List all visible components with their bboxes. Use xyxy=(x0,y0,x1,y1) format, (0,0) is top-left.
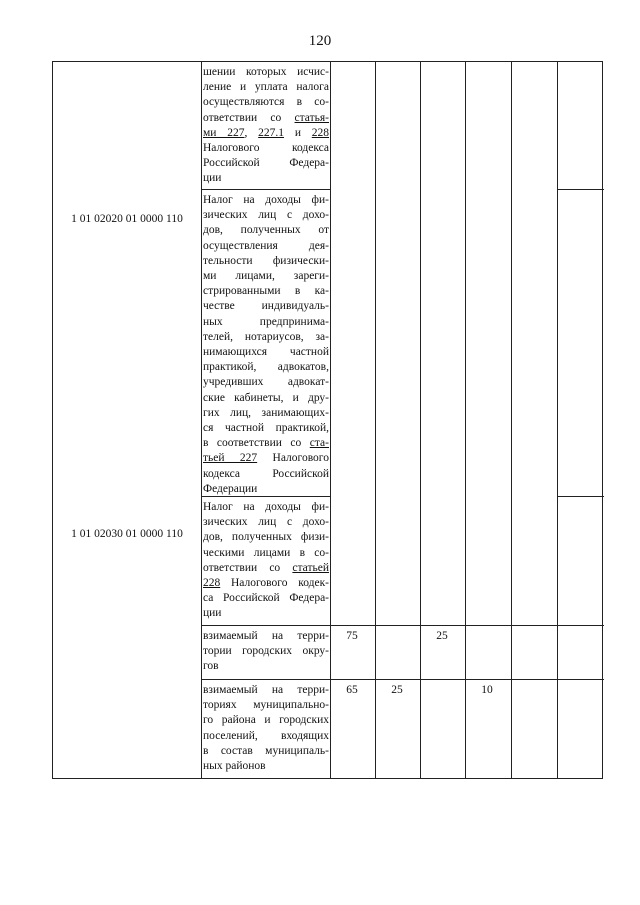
text-fragment: Налог на доходы фи- xyxy=(203,194,329,206)
description-line xyxy=(203,223,329,238)
text-fragment: практикой, адвокатов, xyxy=(203,361,329,374)
text-fragment: шении которых исчис- xyxy=(203,66,329,78)
revenue-distribution-table xyxy=(52,61,603,779)
text-fragment: и xyxy=(284,126,312,139)
text-fragment: дов, полученных физи- xyxy=(203,531,329,544)
row-divider xyxy=(201,679,604,680)
row-divider xyxy=(201,189,330,190)
text-fragment: осуществления дея- xyxy=(203,239,329,252)
description-line xyxy=(203,375,329,390)
description-line xyxy=(203,65,329,80)
description-line xyxy=(203,530,329,545)
text-fragment: нимающихся частной xyxy=(203,346,329,359)
text-fragment: ми лицами, зареги- xyxy=(203,270,329,283)
article-link[interactable]: 228 xyxy=(203,577,221,590)
text-fragment: ление и уплата налога xyxy=(203,81,329,94)
description-line xyxy=(203,171,329,186)
description-line xyxy=(203,95,329,110)
description-line xyxy=(203,141,329,156)
text-fragment: зических лиц с дохо- xyxy=(203,516,329,529)
column-divider xyxy=(330,62,331,778)
description-line xyxy=(203,500,329,515)
text-fragment: учредивших адвокат- xyxy=(203,376,329,389)
description-line xyxy=(203,421,329,436)
text-fragment: ческими лицами в со- xyxy=(203,546,329,559)
description-line xyxy=(203,683,329,698)
text-fragment: кодекса Российской xyxy=(203,467,329,480)
text-fragment: тельности физически- xyxy=(203,254,329,267)
column-divider xyxy=(420,62,421,778)
description-line xyxy=(203,744,329,759)
budget-code: 1 01 02030 01 0000 110 xyxy=(71,528,183,540)
description-line xyxy=(203,156,329,171)
description-line xyxy=(203,436,329,451)
description-line xyxy=(203,406,329,421)
description-line xyxy=(203,111,329,126)
description-line xyxy=(203,606,329,621)
percent-value: 65 xyxy=(346,684,358,696)
text-fragment: ных районов xyxy=(203,760,266,773)
row-divider xyxy=(557,189,604,190)
percent-value: 25 xyxy=(436,630,448,642)
percent-value: 25 xyxy=(391,684,403,696)
description-line xyxy=(203,299,329,314)
description-line xyxy=(203,80,329,95)
description-line xyxy=(203,284,329,299)
description-line xyxy=(203,576,329,591)
text-fragment: поселений, входящих xyxy=(203,729,329,742)
row-divider xyxy=(201,625,604,626)
tax-description xyxy=(203,629,329,675)
text-fragment: взимаемый на терри- xyxy=(203,630,329,642)
description-line xyxy=(203,193,329,208)
text-fragment: ответствии со xyxy=(203,111,295,124)
page-number: 120 xyxy=(308,33,332,49)
text-fragment: Налогового xyxy=(257,452,329,465)
description-line xyxy=(203,451,329,466)
text-fragment: осуществляются в со- xyxy=(203,96,329,109)
description-line xyxy=(203,360,329,375)
article-link[interactable]: ми 227 xyxy=(203,126,245,139)
description-line xyxy=(203,126,329,141)
budget-code: 1 01 02020 01 0000 110 xyxy=(71,213,183,225)
article-link[interactable]: 228 xyxy=(311,126,330,139)
description-line xyxy=(203,269,329,284)
text-fragment: телей, нотариусов, за- xyxy=(203,330,329,343)
text-fragment: гих лиц, занимающих- xyxy=(203,406,329,419)
article-link[interactable]: 227.1 xyxy=(258,126,285,139)
description-line xyxy=(203,467,329,482)
tax-description xyxy=(203,500,329,622)
text-fragment: Налогового кодекса xyxy=(203,142,329,155)
text-fragment: Налог на доходы фи- xyxy=(203,501,329,513)
description-line xyxy=(203,659,329,674)
article-link[interactable]: статьей xyxy=(292,561,329,574)
text-fragment: са Российской Федера- xyxy=(203,592,329,605)
description-line xyxy=(203,629,329,644)
text-fragment: ся частной практикой, xyxy=(203,422,329,435)
row-divider xyxy=(557,496,604,497)
column-divider xyxy=(375,62,376,778)
description-line xyxy=(203,713,329,728)
article-link[interactable]: тьей 227 xyxy=(203,452,258,465)
description-line xyxy=(203,330,329,345)
description-line xyxy=(203,591,329,606)
text-fragment: ские кабинеты, и дру- xyxy=(203,391,329,404)
article-link[interactable]: ста- xyxy=(309,437,329,450)
description-line xyxy=(203,729,329,744)
description-line xyxy=(203,208,329,223)
text-fragment: ции xyxy=(203,172,222,185)
text-fragment: Российской Федера- xyxy=(203,157,329,170)
description-line xyxy=(203,515,329,530)
description-line xyxy=(203,546,329,561)
percent-value: 10 xyxy=(481,684,493,696)
column-divider xyxy=(511,62,512,778)
description-line xyxy=(203,698,329,713)
text-fragment: зических лиц с дохо- xyxy=(203,209,329,222)
description-line xyxy=(203,254,329,269)
description-line xyxy=(203,391,329,406)
column-divider xyxy=(557,62,558,778)
column-divider xyxy=(465,62,466,778)
text-fragment: ных предпринима- xyxy=(203,315,329,328)
text-fragment: дов, полученных от xyxy=(203,224,329,237)
text-fragment: ториях муниципально- xyxy=(203,699,329,712)
text-fragment: го района и городских xyxy=(203,714,329,727)
text-fragment: тории городских окру- xyxy=(203,645,329,658)
text-fragment: стрированными в ка- xyxy=(203,285,329,298)
percent-value: 75 xyxy=(346,630,358,642)
description-line xyxy=(203,759,329,774)
text-fragment: Налогового кодек- xyxy=(220,577,329,590)
text-fragment: в состав муниципаль- xyxy=(203,744,329,757)
text-fragment: , xyxy=(244,126,259,139)
tax-description xyxy=(203,193,329,497)
text-fragment: ответствии со xyxy=(203,561,293,574)
text-fragment: гов xyxy=(203,660,219,673)
article-link[interactable]: статья- xyxy=(294,111,329,124)
text-fragment: честве индивидуаль- xyxy=(203,300,329,313)
text-fragment: ции xyxy=(203,607,222,620)
text-fragment: взимаемый на терри- xyxy=(203,684,329,696)
text-fragment: Федерации xyxy=(203,482,258,495)
description-line xyxy=(203,315,329,330)
description-line xyxy=(203,239,329,254)
tax-description xyxy=(203,65,329,187)
description-line xyxy=(203,345,329,360)
column-divider xyxy=(201,62,202,778)
description-line xyxy=(203,482,329,497)
description-line xyxy=(203,644,329,659)
tax-description xyxy=(203,683,329,774)
text-fragment: в соответствии со xyxy=(203,437,310,450)
description-line xyxy=(203,561,329,576)
